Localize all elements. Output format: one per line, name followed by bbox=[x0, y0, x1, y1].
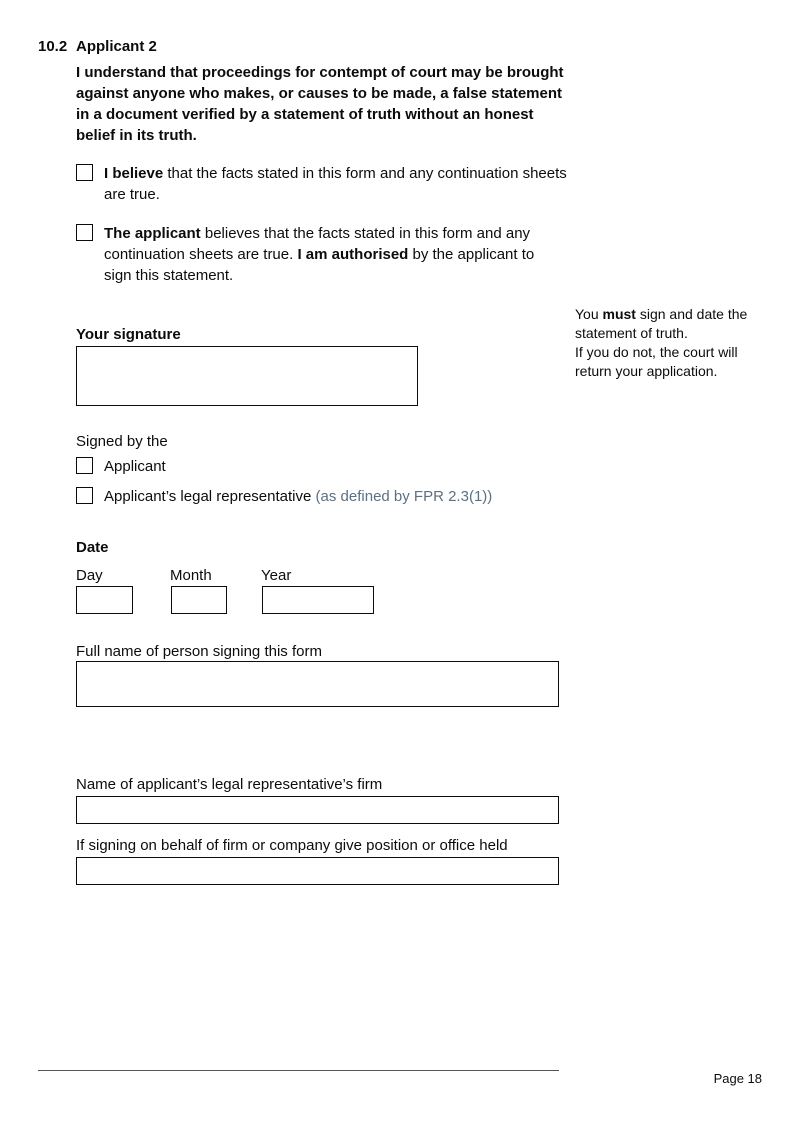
signed-by-applicant-label: Applicant bbox=[104, 458, 166, 475]
signed-by-representative-row bbox=[76, 486, 576, 507]
signed-by-representative-label bbox=[104, 486, 492, 507]
side-note bbox=[575, 305, 767, 381]
footer-divider bbox=[38, 1070, 559, 1071]
page-number: Page 18 bbox=[713, 1071, 762, 1086]
signed-by-applicant-checkbox[interactable] bbox=[76, 457, 93, 474]
applicant-believes-rest: by the applicant to sign this statement. bbox=[104, 246, 535, 284]
section-heading bbox=[38, 36, 157, 57]
i-believe-checkbox[interactable] bbox=[76, 164, 93, 181]
applicant-believes-mid: believes that the facts stated in this form and any continuation sheets are true. bbox=[104, 225, 531, 263]
month-field[interactable] bbox=[171, 586, 227, 614]
side-note-line1 bbox=[575, 305, 767, 343]
applicant-believes-bold2: I am authorised bbox=[297, 246, 409, 263]
signed-by-applicant-row bbox=[76, 456, 556, 477]
applicant-believes-checkbox[interactable] bbox=[76, 224, 93, 241]
year-label: Year bbox=[261, 567, 292, 584]
day-field[interactable] bbox=[76, 586, 133, 614]
belief-option-representative bbox=[76, 223, 556, 286]
representative-label-text: Applicant’s legal representative bbox=[104, 488, 316, 505]
side-note-must: must bbox=[602, 306, 636, 322]
side-note-rest: sign and date the statement of truth. bbox=[575, 306, 748, 341]
i-believe-bold: I believe bbox=[104, 165, 164, 182]
representative-label-note: (as defined by FPR 2.3(1)) bbox=[315, 488, 493, 505]
year-field[interactable] bbox=[262, 586, 374, 614]
month-label: Month bbox=[170, 567, 212, 584]
section-title: Applicant 2 bbox=[76, 38, 157, 55]
signature-field[interactable] bbox=[76, 346, 418, 406]
firm-label: Name of applicant’s legal representative’s firm bbox=[76, 776, 383, 793]
i-believe-label bbox=[104, 163, 574, 205]
section-number: 10.2 bbox=[38, 38, 68, 55]
applicant-believes-label bbox=[104, 223, 556, 286]
signature-label: Your signature bbox=[76, 326, 181, 343]
position-field[interactable] bbox=[76, 857, 559, 885]
side-note-pre: You bbox=[575, 306, 603, 322]
side-note-line2: If you do not, the court will return your application. bbox=[575, 344, 738, 379]
full-name-label: Full name of person signing this form bbox=[76, 643, 322, 660]
position-label: If signing on behalf of firm or company give position or office held bbox=[76, 837, 508, 854]
full-name-field[interactable] bbox=[76, 661, 559, 707]
signed-by-label: Signed by the bbox=[76, 433, 168, 450]
i-believe-rest: that the facts stated in this form and any continuation sheets are true. bbox=[104, 165, 567, 203]
signed-by-representative-checkbox[interactable] bbox=[76, 487, 93, 504]
statement-intro: I understand that proceedings for contempt of court may be brought against anyone who makes, or causes to be made, a false statement in a document verified by a statement of truth without an honest belief in its truth. bbox=[76, 64, 564, 144]
date-label: Date bbox=[76, 539, 109, 556]
firm-field[interactable] bbox=[76, 796, 559, 824]
applicant-believes-bold1: The applicant bbox=[104, 225, 201, 242]
day-label: Day bbox=[76, 567, 103, 584]
belief-option-self bbox=[76, 163, 574, 205]
